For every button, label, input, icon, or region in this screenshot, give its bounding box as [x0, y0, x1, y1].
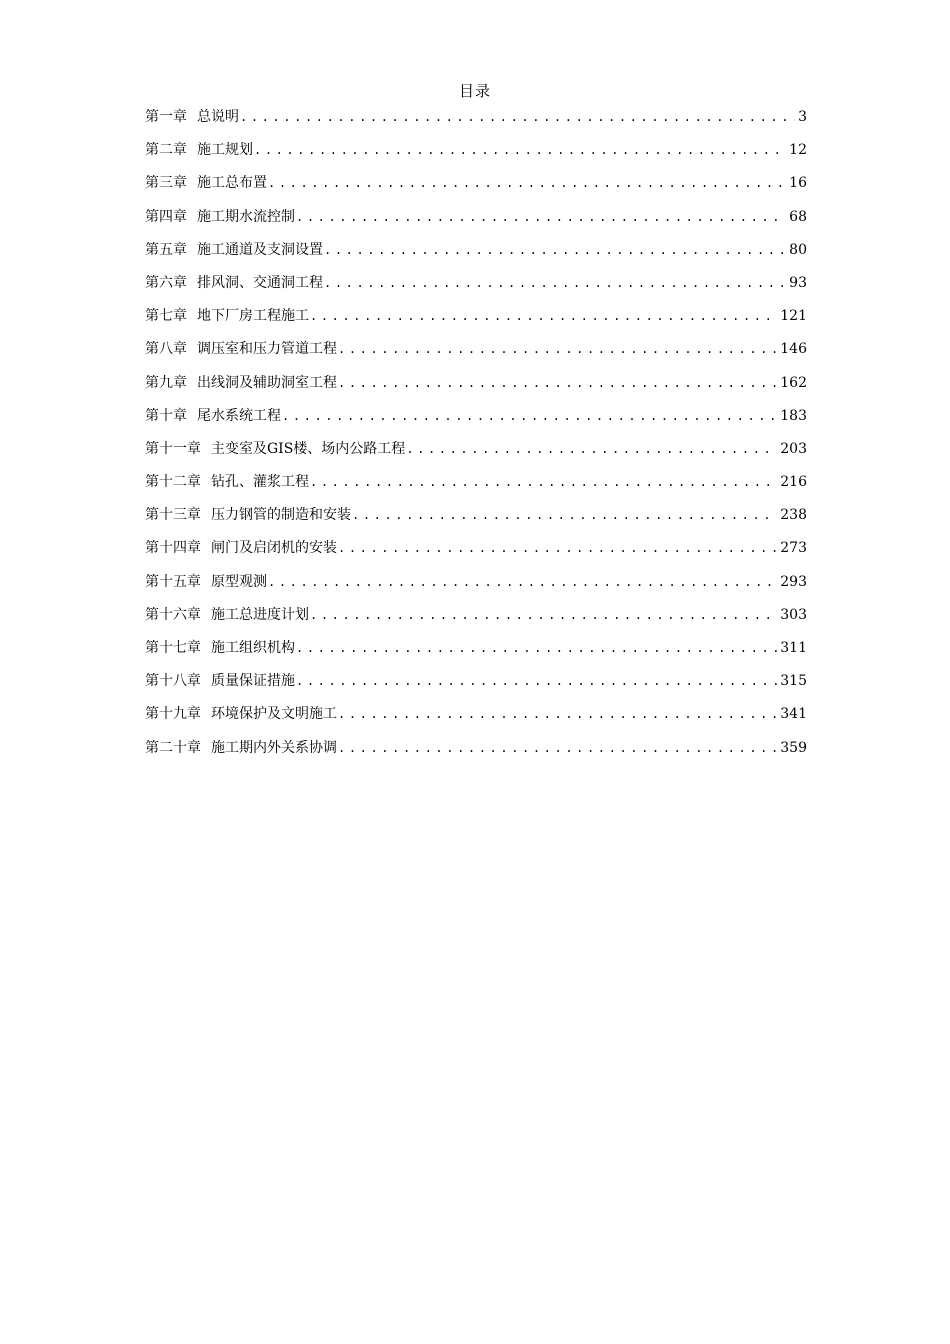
toc-entry-14[interactable]	[145, 537, 807, 570]
toc-dot-leader	[338, 338, 777, 360]
toc-entry-9[interactable]	[145, 372, 807, 405]
toc-page-number: 3	[798, 109, 807, 125]
toc-dot-leader	[296, 670, 777, 692]
toc-chapter-number: 第十四章	[145, 540, 201, 557]
toc-dot-leader	[296, 637, 777, 659]
toc-dot-leader	[338, 537, 777, 559]
toc-page-number: 203	[780, 440, 807, 457]
toc-chapter-title: 施工总进度计划	[211, 606, 309, 623]
toc-chapter-number: 第十章	[145, 407, 187, 424]
toc-chapter-title: 地下厂房工程施工	[197, 308, 309, 325]
toc-chapter-title: 质量保证措施	[211, 673, 295, 690]
toc-dot-leader	[282, 405, 777, 427]
toc-page-number: 121	[780, 308, 807, 325]
toc-dot-leader	[324, 239, 786, 261]
toc-page-number: 216	[780, 474, 807, 491]
toc-chapter-number: 第十一章	[145, 440, 201, 457]
toc-chapter-title: 压力钢管的制造和安装	[211, 507, 351, 524]
toc-chapter-title: 总说明	[197, 109, 239, 125]
toc-chapter-number: 第十三章	[145, 507, 201, 524]
toc-entry-4[interactable]	[145, 206, 807, 239]
toc-dot-leader	[240, 106, 795, 128]
toc-chapter-title: 施工总布置	[197, 175, 267, 192]
toc-chapter-title: 尾水系统工程	[197, 407, 281, 424]
toc-entry-6[interactable]	[145, 272, 807, 305]
toc-page-number: 16	[789, 175, 807, 192]
toc-dot-leader	[254, 139, 786, 161]
toc-dot-leader	[324, 272, 786, 294]
toc-chapter-title: 主变室及GIS楼、场内公路工程	[211, 440, 406, 457]
toc-chapter-title: 施工期水流控制	[197, 208, 295, 225]
toc-chapter-number: 第十八章	[145, 673, 201, 690]
toc-chapter-title: 排风洞、交通洞工程	[197, 274, 323, 291]
toc-chapter-number: 第二章	[145, 142, 187, 159]
toc-chapter-number: 第九章	[145, 374, 187, 391]
toc-dot-leader	[268, 571, 777, 593]
toc-page-number: 273	[780, 540, 807, 557]
toc-chapter-number: 第十二章	[145, 474, 201, 491]
toc-dot-leader	[338, 372, 777, 394]
toc-entry-11[interactable]	[145, 438, 807, 471]
toc-dot-leader	[268, 172, 786, 194]
toc-chapter-number: 第二十章	[145, 739, 201, 756]
toc-dot-leader	[310, 471, 777, 493]
toc-chapter-number: 第一章	[145, 109, 187, 125]
toc-page-number: 359	[780, 739, 807, 756]
toc-page-number: 68	[789, 208, 807, 225]
toc-chapter-number: 第十九章	[145, 706, 201, 723]
toc-dot-leader	[338, 737, 777, 759]
toc-entry-17[interactable]	[145, 637, 807, 670]
toc-list	[145, 106, 807, 770]
toc-page-number: 12	[789, 142, 807, 159]
toc-entry-2[interactable]	[145, 139, 807, 172]
toc-entry-13[interactable]	[145, 504, 807, 537]
toc-dot-leader	[296, 206, 786, 228]
toc-chapter-title: 出线洞及辅助洞室工程	[197, 374, 337, 391]
toc-chapter-title: 施工组织机构	[211, 640, 295, 656]
toc-chapter-number: 第四章	[145, 208, 187, 225]
toc-page-number: 293	[780, 573, 807, 590]
toc-chapter-title: 环境保护及文明施工	[211, 706, 337, 723]
toc-page-number: 183	[780, 407, 807, 424]
toc-page-number: 315	[780, 673, 807, 690]
toc-chapter-number: 第十五章	[145, 573, 201, 590]
toc-chapter-number: 第五章	[145, 241, 187, 258]
toc-chapter-number: 第十六章	[145, 606, 201, 623]
toc-entry-10[interactable]	[145, 405, 807, 438]
toc-chapter-title: 闸门及启闭机的安装	[211, 540, 337, 557]
toc-page-number: 311	[780, 640, 807, 656]
toc-chapter-title: 调压室和压力管道工程	[197, 341, 337, 358]
toc-page-number: 93	[789, 274, 807, 291]
toc-entry-7[interactable]	[145, 305, 807, 338]
toc-chapter-number: 第十七章	[145, 640, 201, 656]
toc-entry-20[interactable]	[145, 737, 807, 770]
toc-dot-leader	[310, 604, 777, 626]
toc-chapter-number: 第三章	[145, 175, 187, 192]
toc-page-number: 341	[780, 706, 807, 723]
toc-dot-leader	[310, 305, 777, 327]
toc-chapter-title: 原型观测	[211, 573, 267, 590]
toc-page-number: 80	[789, 241, 807, 258]
toc-entry-19[interactable]	[145, 703, 807, 736]
toc-dot-leader	[406, 438, 777, 460]
toc-title: 目录	[458, 82, 491, 100]
toc-entry-12[interactable]	[145, 471, 807, 504]
toc-entry-16[interactable]	[145, 604, 807, 637]
toc-page-number: 303	[780, 606, 807, 623]
toc-dot-leader	[352, 504, 777, 526]
toc-page-number: 162	[780, 374, 807, 391]
toc-dot-leader	[338, 703, 777, 725]
toc-entry-15[interactable]	[145, 571, 807, 604]
toc-entry-5[interactable]	[145, 239, 807, 272]
toc-chapter-title: 施工期内外关系协调	[211, 739, 337, 756]
toc-chapter-number: 第八章	[145, 341, 187, 358]
toc-chapter-title: 施工通道及支洞设置	[197, 241, 323, 258]
toc-entry-1[interactable]	[145, 106, 807, 139]
toc-page-number: 146	[780, 341, 807, 358]
toc-page-number: 238	[780, 507, 807, 524]
toc-entry-3[interactable]	[145, 172, 807, 205]
toc-entry-18[interactable]	[145, 670, 807, 703]
toc-chapter-title: 钻孔、灌浆工程	[211, 474, 309, 491]
toc-entry-8[interactable]	[145, 338, 807, 371]
toc-chapter-number: 第七章	[145, 308, 187, 325]
toc-chapter-title: 施工规划	[197, 142, 253, 159]
toc-chapter-number: 第六章	[145, 274, 187, 291]
